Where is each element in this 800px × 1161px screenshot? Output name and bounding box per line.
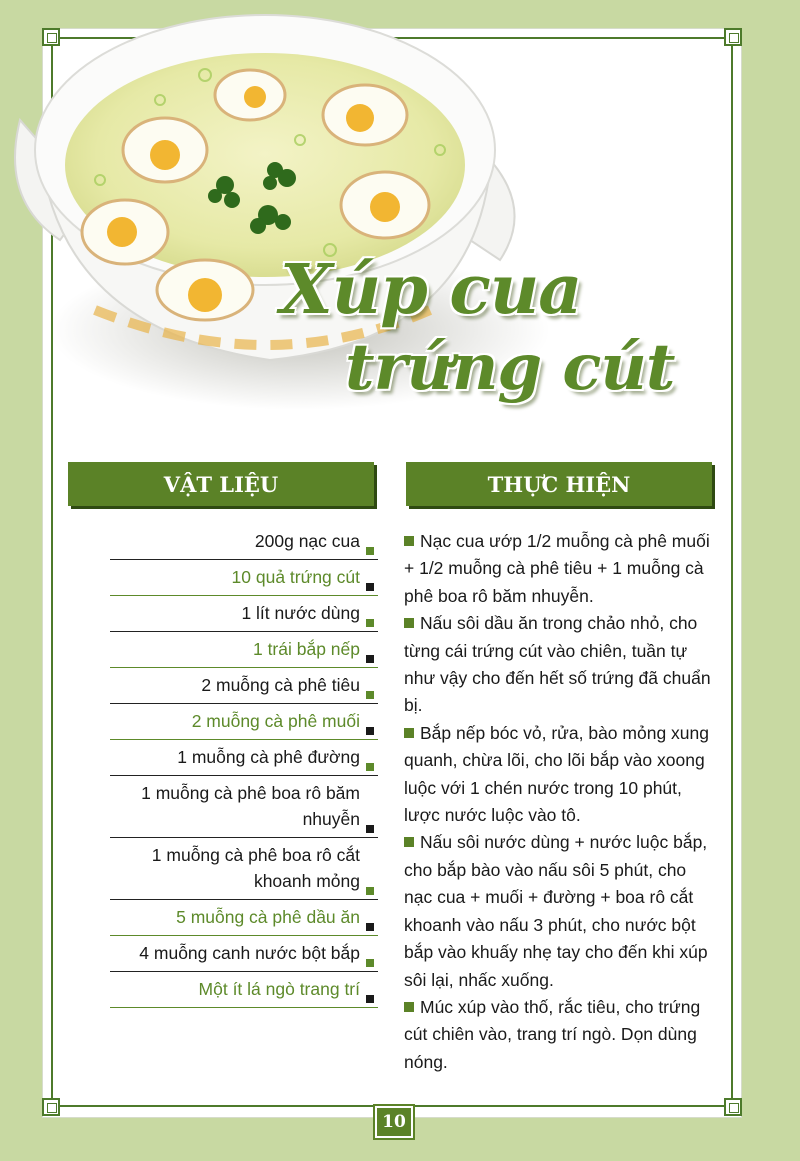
step-paragraph: Nấu sôi nước dùng + nước luộc bắp, cho bắp bào vào nấu sôi 5 phút, cho nạc cua + muối + đường + boa rô cắt khoanh vào nấu 3 phút, cho nước bột bắp vào khuấy nhẹ tay cho đến khi xúp sôi lại, nhấc xuống. — [404, 832, 708, 990]
ingredient-item: 5 muỗng cà phê dầu ăn — [110, 900, 378, 936]
step-paragraph: Nạc cua ướp 1/2 muỗng cà phê muối + 1/2 muỗng cà phê tiêu + 1 muỗng cà phê boa rô băm nhuyễn. — [404, 531, 710, 606]
ingredient-item: 2 muỗng cà phê tiêu — [110, 668, 378, 704]
ingredient-item: 200g nạc cua — [110, 524, 378, 560]
ingredient-item: 1 lít nước dùng — [110, 596, 378, 632]
frame-corner-bottom-right — [724, 1098, 742, 1116]
ingredient-item: 1 muỗng cà phê boa rô cắt khoanh mỏng — [110, 838, 378, 900]
frame-right-line — [731, 42, 733, 1104]
bullet-icon — [366, 887, 374, 895]
step-paragraph: Múc xúp vào thố, rắc tiêu, cho trứng cút chiên vào, trang trí ngò. Dọn dùng nóng. — [404, 996, 701, 1072]
bullet-icon — [366, 825, 374, 833]
bullet-icon — [366, 727, 374, 735]
square-bullet-icon — [404, 728, 414, 738]
ingredient-item: 2 muỗng cà phê muối — [110, 704, 378, 740]
ingredient-item: 4 muỗng canh nước bột bắp — [110, 936, 378, 972]
bullet-icon — [366, 547, 374, 555]
ingredient-item: 10 quả trứng cút — [110, 560, 378, 596]
frame-corner-top-right — [724, 28, 742, 46]
step-paragraph: Nấu sôi dầu ăn trong chảo nhỏ, cho từng cái trứng cút vào chiên, tuần tự như vậy cho đến hết số trứng đã chuẩn bị. — [404, 613, 711, 716]
bullet-icon — [366, 959, 374, 967]
ingredients-header: VẬT LIỆU — [68, 462, 374, 506]
ingredient-item: Một ít lá ngò trang trí — [110, 972, 378, 1008]
recipe-title-line-1: Xúp cua — [280, 250, 582, 330]
recipe-title-line-2: trứng cút — [345, 330, 675, 405]
square-bullet-icon — [404, 837, 414, 847]
bullet-icon — [366, 995, 374, 1003]
ingredient-item: 1 muỗng cà phê boa rô băm nhuyễn — [110, 776, 378, 838]
ingredients-list — [110, 524, 378, 1008]
bullet-icon — [366, 691, 374, 699]
ingredient-item: 1 muỗng cà phê đường — [110, 740, 378, 776]
bullet-icon — [366, 583, 374, 591]
page-number: 10 — [375, 1106, 413, 1138]
bullet-icon — [366, 763, 374, 771]
bullet-icon — [366, 655, 374, 663]
method-header: THỰC HIỆN — [406, 462, 712, 506]
bullet-icon — [366, 923, 374, 931]
ingredient-item: 1 trái bắp nếp — [110, 632, 378, 668]
step-paragraph: Bắp nếp bóc vỏ, rửa, bào mỏng xung quanh, chừa lõi, cho lõi bắp vào xoong luộc với 1 chén nước trong 10 phút, lược nước luộc vào tô. — [404, 722, 709, 826]
square-bullet-icon — [404, 536, 414, 546]
square-bullet-icon — [404, 1002, 414, 1012]
frame-corner-bottom-left — [42, 1098, 60, 1116]
square-bullet-icon — [404, 618, 414, 628]
method-steps — [404, 528, 716, 1076]
bullet-icon — [366, 619, 374, 627]
